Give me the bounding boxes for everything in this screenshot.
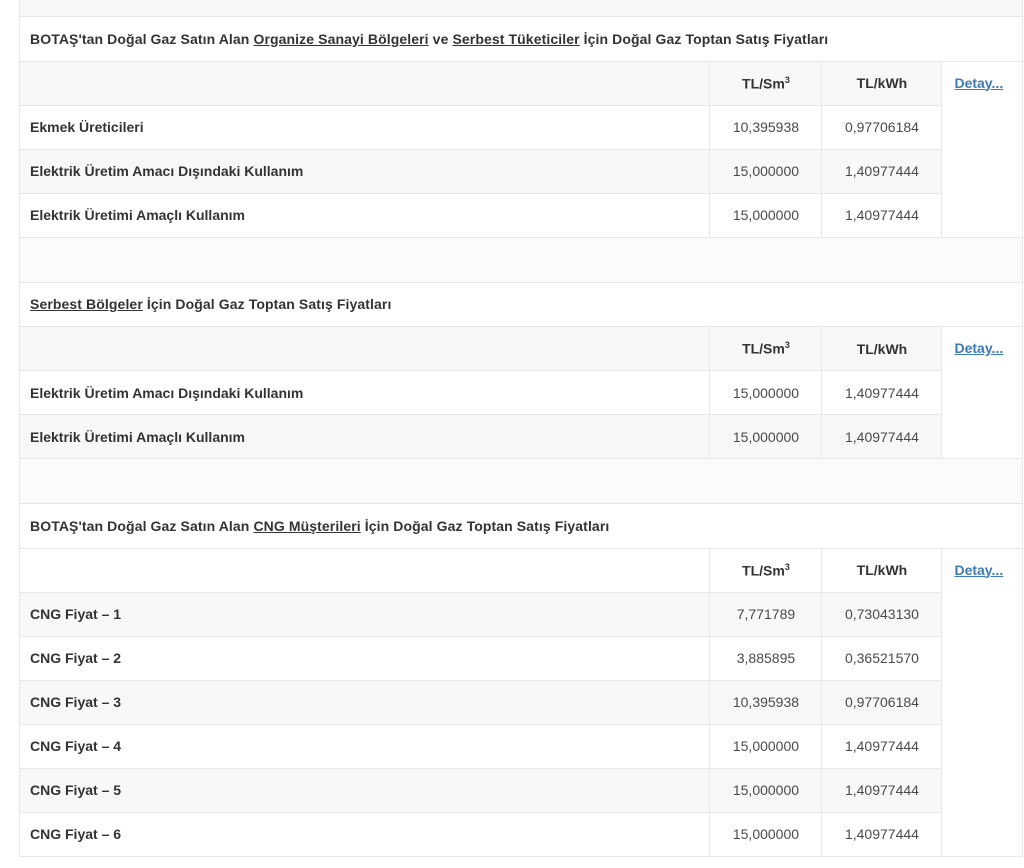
table-row bbox=[20, 636, 1022, 680]
tl-sm3-value: 15,000000 bbox=[710, 371, 822, 415]
table-title bbox=[20, 504, 1022, 548]
table-row bbox=[20, 105, 1022, 149]
row-label: CNG Fiyat – 2 bbox=[20, 636, 710, 680]
pricing-table bbox=[20, 504, 1022, 857]
empty-header-cell bbox=[20, 548, 710, 592]
row-label: CNG Fiyat – 6 bbox=[20, 812, 710, 856]
pricing-table bbox=[20, 283, 1022, 460]
row-label: CNG Fiyat – 5 bbox=[20, 768, 710, 812]
table-spacer bbox=[20, 238, 1022, 283]
column-header-row bbox=[20, 548, 1022, 592]
title-text: İçin Doğal Gaz Toptan Satış Fiyatları bbox=[360, 517, 610, 534]
title-text: ve bbox=[428, 30, 453, 47]
title-text: İçin Doğal Gaz Toptan Satış Fiyatları bbox=[142, 296, 392, 313]
row-label: Elektrik Üretim Amacı Dışındaki Kullanım bbox=[20, 149, 710, 193]
column-header-row bbox=[20, 61, 1022, 105]
row-label: Elektrik Üretim Amacı Dışındaki Kullanım bbox=[20, 371, 710, 415]
tl-kwh-value: 1,40977444 bbox=[822, 371, 942, 415]
tl-kwh-value: 0,36521570 bbox=[822, 636, 942, 680]
table-row bbox=[20, 680, 1022, 724]
tl-kwh-value: 0,97706184 bbox=[822, 105, 942, 149]
table-row bbox=[20, 592, 1022, 636]
unit-superscript: 3 bbox=[784, 561, 790, 572]
title-link[interactable]: Organize Sanayi Bölgeleri bbox=[253, 30, 429, 47]
unit-label: TL/Sm bbox=[742, 75, 785, 92]
title-link[interactable]: CNG Müşterileri bbox=[253, 517, 361, 534]
table-row bbox=[20, 371, 1022, 415]
tl-kwh-value: 1,40977444 bbox=[822, 724, 942, 768]
tl-kwh-value: 1,40977444 bbox=[822, 812, 942, 856]
tl-sm3-value: 3,885895 bbox=[710, 636, 822, 680]
table-title bbox=[20, 283, 1022, 327]
row-label: Elektrik Üretimi Amaçlı Kullanım bbox=[20, 193, 710, 237]
tl-kwh-value: 1,40977444 bbox=[822, 149, 942, 193]
col-header-tl-kwh: TL/kWh bbox=[822, 61, 942, 105]
title-text: BOTAŞ'tan Doğal Gaz Satın Alan bbox=[30, 30, 254, 47]
table-row bbox=[20, 193, 1022, 237]
unit-label: TL/Sm bbox=[742, 340, 785, 357]
table-title-row bbox=[20, 504, 1022, 548]
pricing-table bbox=[20, 17, 1022, 238]
tl-sm3-value: 15,000000 bbox=[710, 812, 822, 856]
row-label: Elektrik Üretimi Amaçlı Kullanım bbox=[20, 415, 710, 459]
tl-sm3-value: 15,000000 bbox=[710, 193, 822, 237]
table-spacer bbox=[20, 459, 1022, 504]
col-header-tl-kwh: TL/kWh bbox=[822, 548, 942, 592]
table-row bbox=[20, 812, 1022, 856]
col-header-tl-kwh: TL/kWh bbox=[822, 327, 942, 371]
title-link[interactable]: Serbest Tüketiciler bbox=[452, 30, 580, 47]
title-text: BOTAŞ'tan Doğal Gaz Satın Alan bbox=[30, 517, 254, 534]
row-label: CNG Fiyat – 3 bbox=[20, 680, 710, 724]
detay-link[interactable]: Detay... bbox=[954, 74, 1004, 91]
tl-kwh-value: 1,40977444 bbox=[822, 768, 942, 812]
tl-sm3-value: 15,000000 bbox=[710, 415, 822, 459]
table-row bbox=[20, 768, 1022, 812]
table-title-row bbox=[20, 283, 1022, 327]
tl-sm3-value: 7,771789 bbox=[710, 592, 822, 636]
tl-sm3-value: 15,000000 bbox=[710, 724, 822, 768]
detay-column-cell bbox=[942, 61, 1022, 237]
col-header-tl-sm3 bbox=[710, 548, 822, 592]
detay-column-cell bbox=[942, 327, 1022, 459]
row-label: Ekmek Üreticileri bbox=[20, 105, 710, 149]
detay-column-cell bbox=[942, 548, 1022, 856]
col-header-tl-sm3 bbox=[710, 327, 822, 371]
top-partial-row bbox=[20, 0, 1022, 17]
row-label: CNG Fiyat – 4 bbox=[20, 724, 710, 768]
title-link[interactable]: Serbest Bölgeler bbox=[30, 296, 143, 313]
tl-kwh-value: 1,40977444 bbox=[822, 415, 942, 459]
empty-header-cell bbox=[20, 61, 710, 105]
unit-superscript: 3 bbox=[784, 340, 790, 351]
table-row bbox=[20, 415, 1022, 459]
tl-sm3-value: 15,000000 bbox=[710, 149, 822, 193]
content-area bbox=[20, 17, 1022, 857]
pricing-page-container bbox=[19, 0, 1023, 857]
unit-superscript: 3 bbox=[784, 74, 790, 85]
table-title-row bbox=[20, 17, 1022, 61]
title-text: İçin Doğal Gaz Toptan Satış Fiyatları bbox=[579, 30, 829, 47]
tl-kwh-value: 0,97706184 bbox=[822, 680, 942, 724]
empty-header-cell bbox=[20, 327, 710, 371]
tl-sm3-value: 10,395938 bbox=[710, 680, 822, 724]
row-label: CNG Fiyat – 1 bbox=[20, 592, 710, 636]
col-header-tl-sm3 bbox=[710, 61, 822, 105]
tl-sm3-value: 10,395938 bbox=[710, 105, 822, 149]
table-row bbox=[20, 724, 1022, 768]
column-header-row bbox=[20, 327, 1022, 371]
detay-link[interactable]: Detay... bbox=[954, 340, 1004, 356]
table-title bbox=[20, 17, 1022, 61]
tl-kwh-value: 1,40977444 bbox=[822, 193, 942, 237]
table-row bbox=[20, 149, 1022, 193]
tl-kwh-value: 0,73043130 bbox=[822, 592, 942, 636]
detay-link[interactable]: Detay... bbox=[954, 561, 1004, 578]
tl-sm3-value: 15,000000 bbox=[710, 768, 822, 812]
unit-label: TL/Sm bbox=[742, 562, 785, 579]
